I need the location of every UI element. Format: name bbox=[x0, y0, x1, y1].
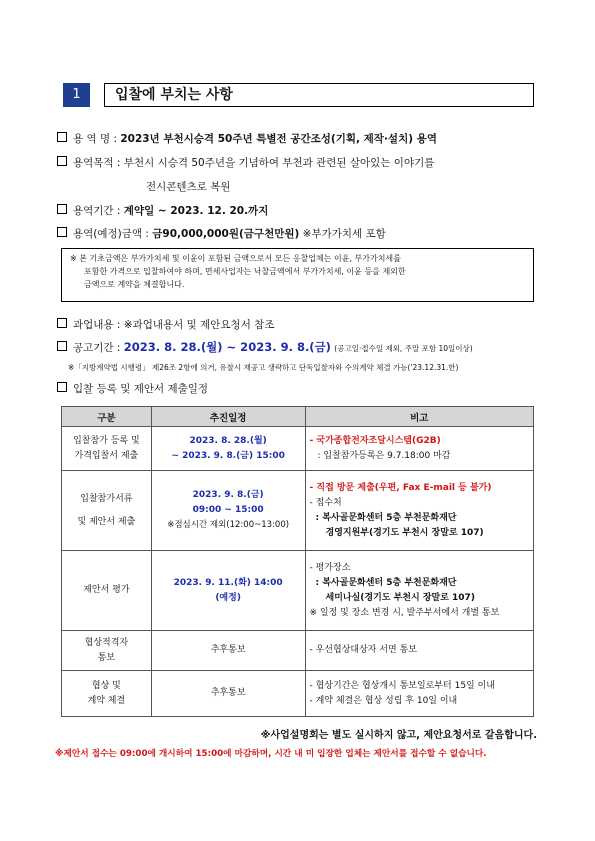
item-budget: 용역(예정)금액 : 금90,000,000원(금구천만원) ※부가가치세 포함 bbox=[57, 226, 386, 241]
notice-line: ※ 본 기초금액은 부가가치세 및 이윤이 포함된 금액으로서 모든 응찰업체는 이윤, 부가가치세를 bbox=[70, 254, 401, 263]
row-category: 협상적격자 통보 bbox=[62, 631, 152, 671]
table-row bbox=[62, 471, 534, 551]
law-note: ※「지방계약법 시행령」 제26조 2항에 의거, 유찰시 재공고 생략하고 단독입찰자와 수의계약 체결 가능('23.12.31.한) bbox=[68, 363, 459, 372]
header-remarks: 비고 bbox=[305, 407, 534, 427]
row-schedule: 추후통보 bbox=[151, 631, 305, 671]
row-schedule: 2023. 9. 11.(화) 14:00 (예정) bbox=[151, 551, 305, 631]
row-remarks: - 협상기간은 협상개시 통보일로부터 15일 이내 - 계약 체결은 협상 성립 후 10일 이내 bbox=[305, 671, 534, 717]
footer-deadline-note: ※제안서 접수는 09:00에 개시하여 15:00에 마감하며, 시간 내 미 입장한 업체는 제안서를 접수할 수 없습니다. bbox=[55, 749, 487, 759]
item-schedule: 입찰 등록 및 제안서 제출일정 bbox=[57, 381, 208, 396]
row-category: 입찰참가서류 및 제안서 제출 bbox=[62, 471, 152, 551]
row-remarks: - 평가장소 : 복사골문화센터 5층 부천문화재단 세미나실(경기도 부천시 장말로 107) ※ 일정 및 장소 변경 시, 발주부서에서 개별 통보 bbox=[305, 551, 534, 631]
table-row bbox=[62, 631, 534, 671]
row-remarks: - 우선협상대상자 서면 통보 bbox=[305, 631, 534, 671]
footer-briefing-note: ※사업설명회는 별도 실시하지 않고, 제안요청서로 갈음합니다. bbox=[260, 730, 537, 741]
section-title: 입찰에 부치는 사항 bbox=[104, 83, 534, 107]
notice-line: 금액으로 계약을 체결합니다. bbox=[84, 280, 185, 289]
item-period: 용역기간 : 계약일 ~ 2023. 12. 20.까지 bbox=[57, 203, 268, 218]
item-service-name: 용 역 명 : 2023년 부천시승격 50주년 특별전 공간조성(기획, 제작·설치) 용역 bbox=[57, 131, 437, 146]
schedule-table bbox=[61, 406, 534, 717]
item-purpose: 용역목적 : 부천시 시승격 50주년을 기념하여 부천과 관련된 살아있는 이야기를 bbox=[57, 155, 434, 170]
checkbox-icon bbox=[57, 204, 67, 214]
row-category: 협상 및 계약 체결 bbox=[62, 671, 152, 717]
row-remarks: - 국가종합전자조달시스템(G2B) : 입찰참가등록은 9.7.18:00 마감 bbox=[305, 427, 534, 471]
table-header-row bbox=[62, 407, 534, 427]
item-purpose-line2: 전시콘텐츠로 복원 bbox=[146, 181, 231, 193]
row-category: 제안서 평가 bbox=[62, 551, 152, 631]
header-category: 구분 bbox=[62, 407, 152, 427]
checkbox-icon bbox=[57, 227, 67, 237]
checkbox-icon bbox=[57, 318, 67, 328]
row-remarks: - 직접 방문 제출(우편, Fax E-mail 등 불가) - 접수처 : 복사골문화센터 5층 부천문화재단 경영지원부(경기도 부천시 장말로 107) bbox=[305, 471, 534, 551]
header-schedule: 추진일정 bbox=[151, 407, 305, 427]
item-announce-period: 공고기간 : 2023. 8. 28.(월) ~ 2023. 9. 8.(금) (공고일·접수일 제외, 주말 포함 10일이상) bbox=[57, 339, 473, 355]
row-schedule: 2023. 8. 28.(월) ~ 2023. 9. 8.(금) 15:00 bbox=[151, 427, 305, 471]
row-schedule: 2023. 9. 8.(금) 09:00 ~ 15:00 ※점심시간 제외(12:00~13:00) bbox=[151, 471, 305, 551]
table-row bbox=[62, 551, 534, 631]
table-row bbox=[62, 671, 534, 717]
vat-notice-box bbox=[61, 248, 534, 302]
section-number: 1 bbox=[63, 83, 90, 107]
checkbox-icon bbox=[57, 156, 67, 166]
row-category: 입찰참가 등록 및 가격입찰서 제출 bbox=[62, 427, 152, 471]
checkbox-icon bbox=[57, 382, 67, 392]
notice-line: 포함한 가격으로 입찰하여야 하며, 면세사업자는 낙찰금액에서 부가가치세, 이윤 등을 제외한 bbox=[84, 267, 406, 276]
row-schedule: 추후통보 bbox=[151, 671, 305, 717]
item-task-content: 과업내용 : ※과업내용서 및 제안요청서 참조 bbox=[57, 317, 274, 332]
table-row bbox=[62, 427, 534, 471]
checkbox-icon bbox=[57, 341, 67, 351]
checkbox-icon bbox=[57, 132, 67, 142]
